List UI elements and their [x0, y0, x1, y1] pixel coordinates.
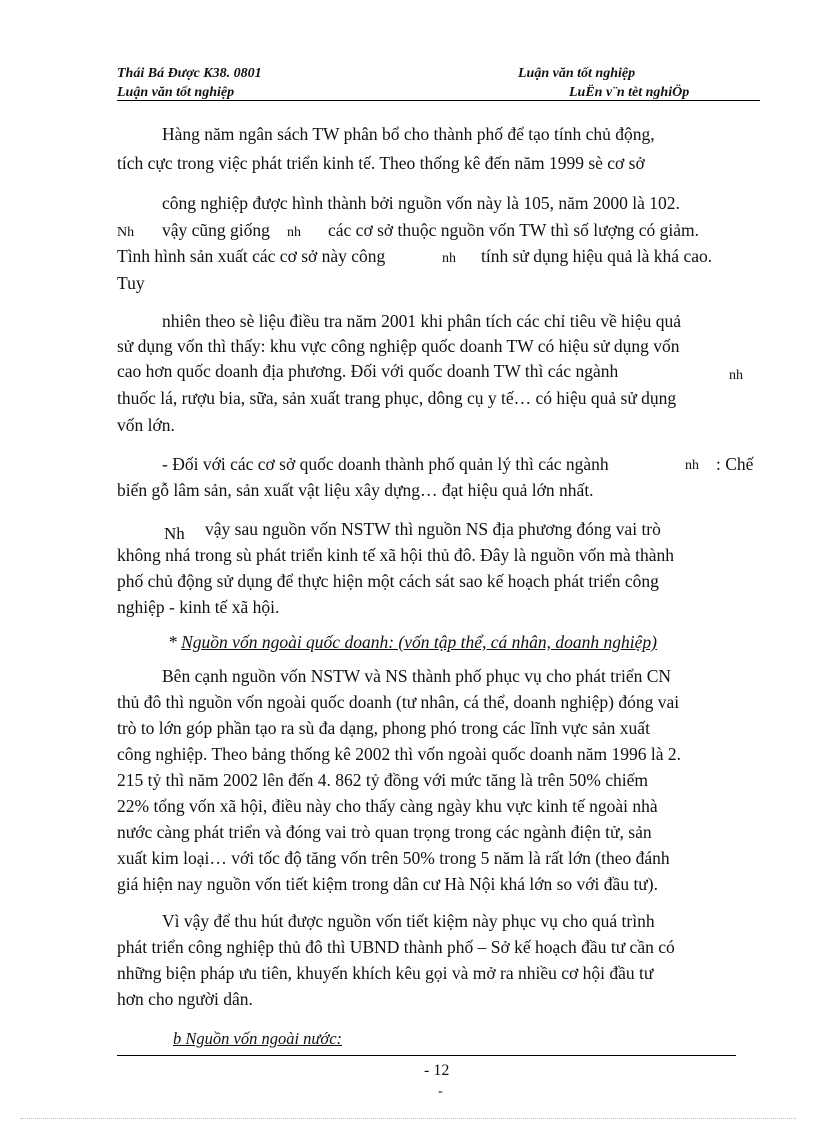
- paragraph-5-line-3: phố chủ động sử dụng để thực hiện một cách sát sao kế hoạch phát triển công: [117, 571, 659, 591]
- paragraph-1-line-2: tích cực trong việc phát triển kinh tế. Theo thống kê đến năm 1999 sè cơ sở: [117, 153, 645, 173]
- paragraph-6-line-6: 22% tổng vốn xã hội, điều này cho thấy càng ngày khu vực kinh tế ngoài nhà: [117, 796, 658, 816]
- header-title-secondary: Luận văn tốt nghiệp: [117, 85, 235, 100]
- header-rule: [117, 100, 760, 101]
- page-number: - 12: [424, 1062, 450, 1079]
- paragraph-2-line-4: Tuy: [117, 273, 145, 293]
- paragraph-7-line-4: hơn cho người dân.: [117, 989, 253, 1009]
- paragraph-2-line-2b: các cơ sở thuộc nguồn vốn TW thì số lượng có giảm.: [328, 220, 699, 240]
- paragraph-6-line-9: giá hiện nay nguồn vốn tiết kiệm trong dân cư Hà Nội khá lớn so với đầu tư).: [117, 874, 658, 894]
- header-author: Thái Bá Được K38. 0801: [117, 66, 262, 81]
- section-heading-2: b Nguồn vốn ngoài nước:: [173, 1029, 343, 1048]
- header-title-garbled: LuËn v¨n tèt nghiÖp: [569, 85, 690, 100]
- paragraph-6-line-1: Bên cạnh nguồn vốn NSTW và NS thành phố phục vụ cho phát triển CN: [162, 666, 672, 686]
- paragraph-2-line-2a: vậy cũng giống: [162, 220, 270, 240]
- page-edge-dots: [20, 1118, 796, 1119]
- paragraph-5-line-2: không nhá trong sù phát triển kinh tế xã hội thủ đô. Đây là nguồn vốn mà thành: [117, 545, 674, 565]
- paragraph-5-line-1: vậy sau nguồn vốn NSTW thì nguồn NS địa phương đóng vai trò: [205, 519, 661, 539]
- paragraph-6-line-7: nước càng phát triển và đóng vai trò quan trọng trong các ngành điện tử, sản: [117, 822, 652, 842]
- nh-mark: nh: [287, 225, 301, 240]
- paragraph-2-line-3b: tính sử dụng hiệu quả là khá cao.: [481, 246, 713, 266]
- paragraph-3-line-5: vốn lớn.: [117, 415, 175, 435]
- paragraph-6-line-3: trò to lớn góp phần tạo ra sù đa dạng, phong phó trong các lĩnh vực sản xuất: [117, 718, 650, 738]
- paragraph-1-line-1: Hàng năm ngân sách TW phân bổ cho thành phố để tạo tính chủ động,: [162, 124, 655, 144]
- nh-mark: nh: [729, 368, 743, 383]
- paragraph-3-line-1: nhiên theo sè liệu điều tra năm 2001 khi phân tích các chỉ tiêu về hiệu quả: [162, 311, 682, 331]
- paragraph-6-line-2: thủ đô thì nguồn vốn ngoài quốc doanh (tư nhân, cá thể, doanh nghiệp) đóng vai: [117, 692, 680, 712]
- paragraph-3-line-3: cao hơn quốc doanh địa phương. Đối với quốc doanh TW thì các ngành: [117, 361, 619, 381]
- paragraph-2-line-3a: Tình hình sản xuất các cơ sở này công: [117, 246, 386, 266]
- nh-mark: Nh: [117, 225, 135, 240]
- paragraph-6-line-5: 215 tỷ thì năm 2002 lên đến 4. 862 tỷ đồng với mức tăng là trên 50% chiếm: [117, 770, 649, 790]
- paragraph-4-line-1b: : Chế: [716, 454, 754, 474]
- section-heading-1: [168, 632, 657, 652]
- paragraph-3-line-4: thuốc lá, rượu bia, sữa, sản xuất trang phục, dông cụ y tế… có hiệu quả sử dụng: [117, 388, 677, 408]
- paragraph-2-line-1: công nghiệp được hình thành bởi nguồn vốn này là 105, năm 2000 là 102.: [162, 193, 680, 213]
- footer-rule: [117, 1055, 736, 1056]
- nh-mark: nh: [685, 458, 699, 473]
- nh-mark: Nh: [164, 524, 185, 543]
- footer-dash: -: [438, 1084, 443, 1099]
- heading-text: Nguồn vốn ngoài quốc doanh: (vốn tập thể, cá nhân, doanh nghiệp): [181, 632, 657, 652]
- paragraph-6-line-8: xuất kim loại… với tốc độ tăng vốn trên 50% trong 5 năm là rất lớn (theo đánh: [117, 848, 670, 868]
- paragraph-7-line-3: những biện pháp ưu tiên, khuyến khích kêu gọi và mở ra nhiều cơ hội đầu tư: [117, 963, 654, 983]
- nh-mark: nh: [442, 251, 456, 266]
- paragraph-5-line-4: nghiệp - kinh tế xã hội.: [117, 597, 280, 617]
- paragraph-7-line-2: phát triển công nghiệp thủ đô thì UBND thành phố – Sở kế hoạch đầu tư cần có: [117, 937, 675, 957]
- paragraph-3-line-2: sử dụng vốn thì thấy: khu vực công nghiệp quốc doanh TW có hiệu sử dụng vốn: [117, 336, 680, 356]
- paragraph-7-line-1: Vì vậy để thu hút được nguồn vốn tiết kiệm này phục vụ cho quá trình: [162, 911, 655, 931]
- header-title: Luận văn tốt nghiệp: [518, 66, 636, 81]
- paragraph-6-line-4: công nghiệp. Theo bảng thống kê 2002 thì vốn ngoài quốc doanh năm 1996 là 2.: [117, 744, 681, 764]
- paragraph-4-line-1a: - Đối với các cơ sở quốc doanh thành phố quản lý thì các ngành: [162, 454, 609, 474]
- paragraph-4-line-2: biến gỗ lâm sản, sản xuất vật liệu xây dựng… đạt hiệu quả lớn nhất.: [117, 480, 594, 500]
- heading-bullet: *: [168, 632, 177, 652]
